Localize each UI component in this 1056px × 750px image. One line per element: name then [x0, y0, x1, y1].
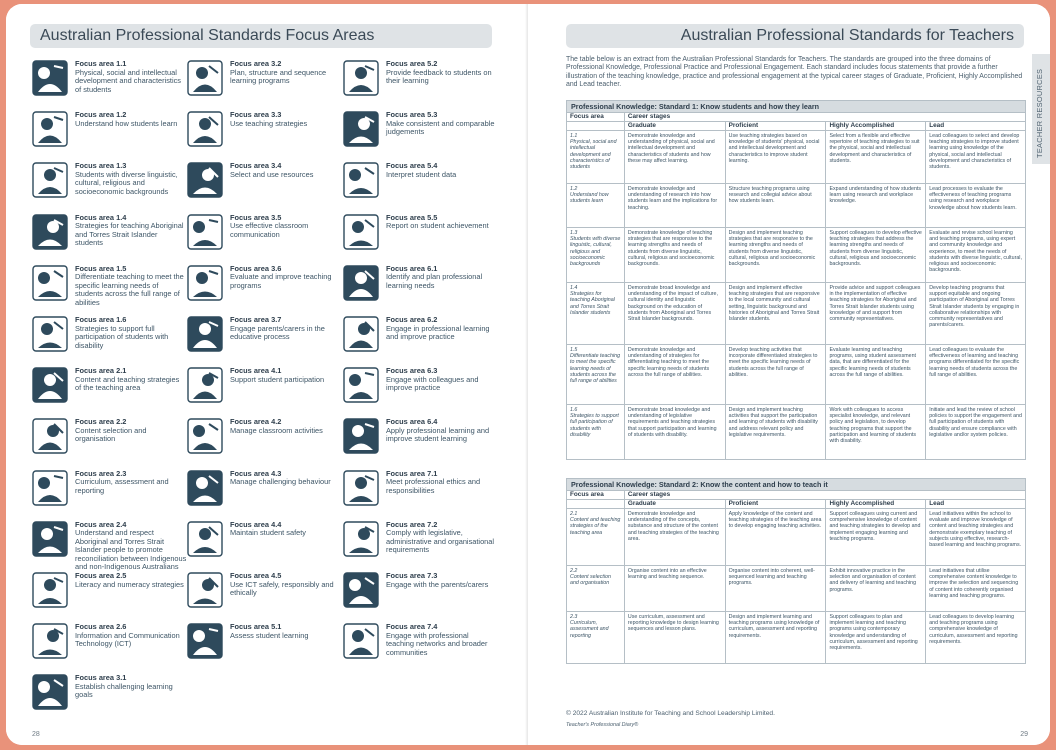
table-row: [566, 283, 1026, 345]
focus-area-item: [341, 56, 503, 106]
standard-heading: Professional Knowledge: Standard 1: Know students and how they learn: [566, 100, 1026, 113]
focus-area-text: [230, 111, 342, 128]
focus-area-title: Focus area 4.5: [230, 571, 282, 580]
focus-area-title: Focus area 2.3: [75, 468, 127, 478]
page-title: Australian Professional Standards Focus Areas: [30, 24, 492, 48]
page-number: 28: [32, 731, 40, 738]
focus-area-text: [386, 265, 498, 291]
cell-proficient: Design and implement teaching activities that support the participation and learning of students with disability and address relevant policy and legislative requirements.: [726, 405, 827, 460]
focus-area-cell: [567, 509, 625, 566]
focus-area-title: Focus area 3.3: [230, 110, 282, 120]
table-row: [566, 509, 1026, 566]
page-title: Australian Professional Standards for Teachers: [566, 24, 1024, 48]
focus-area-item: [341, 158, 503, 208]
wheelchair-icon: [30, 314, 70, 354]
focus-area-item: [30, 619, 192, 669]
cell-highly: Select from a flexible and effective repertoire of teaching strategies to suit the physical, social and intellectual development and characteristics of students.: [826, 131, 926, 184]
focus-area-number: 2.1: [570, 511, 578, 517]
focus-area-item: [341, 466, 503, 516]
signed-document-icon: [341, 519, 381, 559]
right-page: [528, 4, 1050, 745]
cell-proficient: Structure teaching programs using research and collegial advice about how students learn.: [726, 184, 827, 228]
focus-area-text: [75, 418, 187, 444]
focus-area-title: Focus area 6.3: [386, 366, 438, 376]
focus-area-description: Select and use resources: [230, 169, 314, 179]
focus-area-description: Use teaching strategies: [230, 118, 308, 128]
focus-area-text: [75, 265, 187, 308]
alphabet-blocks-icon: [30, 570, 70, 610]
focus-area-description: Report on student achievement: [386, 221, 489, 231]
cell-lead: Develop teaching programs that support equitable and ongoing participation of Aboriginal and Torres Strait Islander students by engaging in collaborative relationships with community representatives and parents/carers.: [926, 283, 1026, 345]
focus-area-description: Engage parents/carers in the educative process: [230, 323, 325, 341]
focus-area-text: [230, 162, 342, 179]
focus-area-title: Focus area 7.1: [386, 468, 438, 478]
focus-area-item: [341, 414, 503, 464]
handshake-icon: [30, 519, 70, 559]
col-blank: [567, 500, 625, 509]
focus-area-text: [230, 572, 342, 598]
focus-area-text: [386, 367, 498, 393]
focus-area-description: Manage classroom activities: [230, 425, 323, 435]
focus-area-title: Focus area 3.6: [230, 263, 282, 273]
focus-area-text: [230, 60, 342, 86]
focus-area-title: Focus area 7.3: [386, 571, 438, 580]
focus-area-item: [30, 312, 192, 362]
focus-area-text: [386, 60, 498, 86]
focus-area-description: Students with diverse linguistic, cultural, religious and socioeconomic backgrounds: [75, 169, 178, 196]
focus-area-cell: [567, 566, 625, 612]
col-career-stages: Career stages: [625, 491, 1026, 500]
focus-area-item: [30, 414, 192, 464]
cell-proficient: Organise content into coherent, well-sequenced learning and teaching programs.: [726, 566, 827, 612]
focus-area-title: Focus area 3.1: [75, 673, 127, 683]
focus-area-text: [75, 111, 187, 128]
student-group-icon: [30, 263, 70, 303]
focus-area-title: Focus area 5.1: [230, 622, 282, 632]
cell-lead: Lead initiatives that utilise comprehensive content knowledge to improve the selection and sequencing of content into coherently organised learning and teaching programs.: [926, 566, 1026, 612]
parents-icon: [185, 314, 225, 354]
cell-graduate: Demonstrate knowledge and understanding of research into how students learn and the implications for teaching.: [625, 184, 726, 228]
file-folders-icon: [30, 416, 70, 456]
focus-area-item: [30, 261, 192, 311]
focus-area-item: [341, 568, 503, 618]
focus-area-title: Focus area 7.2: [386, 519, 438, 529]
col-proficient: Proficient: [726, 500, 827, 509]
focus-area-text: [75, 367, 187, 393]
focus-area-title: Focus area 2.5: [75, 571, 127, 580]
focus-area-description: Establish challenging learning goals: [75, 681, 173, 700]
focus-area-item: [185, 261, 347, 311]
cell-graduate: Demonstrate knowledge and understanding of strategies for differentiating teaching to meet the specific learning needs of students across the full range of abilities.: [625, 345, 726, 405]
diverse-people-icon: [30, 160, 70, 200]
focus-area-title: Focus area 3.2: [230, 59, 282, 68]
focus-area-description: Differentiate teaching to meet the specific learning needs of students across the full range of abilities: [75, 272, 184, 307]
focus-area-number: 1.6: [570, 407, 578, 413]
focus-area-description: Maintain student safety: [230, 528, 307, 538]
focus-area-title: Focus area 4.1: [230, 366, 282, 376]
focus-area-description: Identify and plan professional learning needs: [386, 272, 483, 290]
focus-area-description: Make consistent and comparable judgements: [386, 118, 495, 137]
cell-graduate: Use curriculum, assessment and reporting knowledge to design learning sequences and lesson plans.: [625, 612, 726, 664]
focus-area-text: [386, 623, 498, 657]
focus-area-title: Focus area 5.2: [386, 59, 438, 68]
notebook-icon: [341, 314, 381, 354]
focus-area-description: Meet professional ethics and responsibilities: [386, 477, 481, 495]
col-proficient: Proficient: [726, 122, 827, 131]
focus-area-text: [75, 316, 187, 350]
focus-area-title: Content and teaching strategies of the teaching area: [570, 517, 621, 536]
focus-area-item: [185, 56, 347, 106]
cell-graduate: Demonstrate broad knowledge and understanding of legislative requirements and teaching strategies that support participation and learning of students with disability.: [625, 405, 726, 460]
focus-area-text: [75, 521, 187, 572]
focus-area-description: Content selection and organisation: [75, 425, 147, 444]
focus-area-description: Comply with legislative, administrative and organisational requirements: [386, 528, 495, 555]
focus-area-item: [185, 466, 347, 516]
focus-area-description: Engage in professional learning and improve practice: [386, 323, 490, 341]
focus-area-title: Focus area 5.5: [386, 212, 438, 222]
focus-area-item: [185, 517, 347, 567]
focus-area-title: Focus area 2.6: [75, 622, 127, 632]
focus-area-title: Focus area 1.6: [75, 315, 127, 324]
planning-desk-icon: [185, 58, 225, 98]
focus-area-description: Manage challenging behaviour: [230, 477, 331, 487]
focus-area-item: [341, 363, 503, 413]
col-graduate: Graduate: [625, 500, 726, 509]
focus-area-text: [386, 162, 498, 179]
col-highly-accomplished: Highly Accomplished: [826, 122, 926, 131]
helping-hand-icon: [185, 365, 225, 405]
focus-area-description: Physical, social and intellectual development and characteristics of students: [75, 67, 181, 94]
table-row: [566, 345, 1026, 405]
table-row: [566, 184, 1026, 228]
pen-writing-icon: [30, 468, 70, 508]
cell-highly: Work with colleagues to access specialist knowledge, and relevant policy and legislation, to develop teaching programs that support the participation and learning of students with disability.: [826, 405, 926, 460]
bookshelf-icon: [185, 160, 225, 200]
family-icon: [341, 570, 381, 610]
standard-1-table: [566, 100, 1026, 460]
focus-area-title: Focus area 2.2: [75, 417, 127, 427]
cell-lead: Lead colleagues to develop learning and teaching programs using comprehensive knowledge of curriculum, assessment and reporting requirements.: [926, 612, 1026, 664]
side-tab-label: TEACHER RESOURCES: [1035, 68, 1044, 158]
focus-area-item: [185, 312, 347, 362]
focus-area-title: Students with diverse linguistic, cultural, religious and socioeconomic backgrounds: [570, 236, 621, 268]
bar-chart-icon: [341, 160, 381, 200]
focus-area-item: [30, 670, 192, 720]
focus-area-cell: [567, 131, 625, 184]
col-highly-accomplished: Highly Accomplished: [826, 500, 926, 509]
cell-highly: Evaluate learning and teaching programs, using student assessment data, that are differentiated for the specific learning needs of students across the full range of abilities.: [826, 345, 926, 405]
focus-area-text: [386, 521, 498, 555]
focus-area-item: [341, 312, 503, 362]
focus-area-item: [185, 107, 347, 157]
focus-area-item: [185, 158, 347, 208]
focus-area-item: [185, 414, 347, 464]
cell-graduate: Demonstrate knowledge and understanding of the concepts, substance and structure of the content and teaching strategies of the teaching area.: [625, 509, 726, 566]
focus-area-cell: [567, 345, 625, 405]
focus-area-description: Strategies to support full participation of students with disability: [75, 323, 169, 350]
cell-lead: Initiate and lead the review of school policies to support the engagement and full participation of students with disability and ensure compliance with legislative and/or system policies.: [926, 405, 1026, 460]
focus-area-title: Focus area 4.3: [230, 468, 282, 478]
focus-area-title: Focus area 6.4: [386, 417, 438, 427]
focus-area-description: Information and Communication Technology (ICT): [75, 630, 180, 649]
focus-area-item: [30, 158, 192, 208]
focus-area-number: 2.2: [570, 568, 578, 574]
cell-highly: Support colleagues to plan and implement learning and teaching programs using contemporary knowledge and understanding of curriculum, assessment and reporting requirements.: [826, 612, 926, 664]
focus-area-text: [75, 162, 187, 196]
focus-area-item: [341, 107, 503, 157]
cell-graduate: Demonstrate broad knowledge and understanding of the impact of culture, cultural identity and linguistic background on the education of students from Aboriginal and Torres Strait Islander backgrounds.: [625, 283, 726, 345]
balance-scale-icon: [341, 109, 381, 149]
focus-area-text: [386, 214, 498, 231]
focus-area-cell: [567, 612, 625, 664]
focus-area-title: Focus area 4.2: [230, 417, 282, 427]
cell-highly: Expand understanding of how students learn using research and workplace knowledge.: [826, 184, 926, 228]
cell-proficient: Use teaching strategies based on knowledge of students' physical, social and intellectual development and characteristics to improve student learning.: [726, 131, 827, 184]
robot-icon: [30, 621, 70, 661]
focus-area-item: [185, 568, 347, 618]
focus-area-description: Content and teaching strategies of the teaching area: [75, 374, 180, 393]
focus-area-text: [230, 214, 342, 240]
focus-area-text: [386, 470, 498, 496]
focus-area-title: Curriculum, assessment and reporting: [570, 620, 609, 639]
focus-area-description: Engage with professional teaching networks and broader communities: [386, 630, 488, 657]
raised-hands-icon: [30, 212, 70, 252]
focus-area-description: Interpret student data: [386, 169, 457, 179]
laptop-user-icon: [185, 570, 225, 610]
focus-area-title: Differentiate teaching to meet the specific learning needs of students across the full range of abilities: [570, 353, 621, 385]
cell-lead: Lead initiatives within the school to evaluate and improve knowledge of content and teaching strategies and demonstrate exemplary teaching of subjects using effective, research-based learning and teaching programs.: [926, 509, 1026, 566]
focus-area-text: [230, 418, 342, 435]
focus-area-description: Use effective classroom communication: [230, 221, 309, 239]
col-career-stages: Career stages: [625, 113, 1026, 122]
table-row: [566, 131, 1026, 184]
focus-area-description: Evaluate and improve teaching programs: [230, 272, 332, 290]
focus-area-description: Plan, structure and sequence learning programs: [230, 67, 327, 85]
focus-area-description: Strategies for teaching Aboriginal and Torres Strait Islander students: [75, 221, 184, 248]
cell-graduate: Demonstrate knowledge of teaching strategies that are responsive to the learning strengths and needs of students from diverse linguistic, cultural, religious and socioeconomic backgrounds.: [625, 228, 726, 283]
colleagues-icon: [341, 365, 381, 405]
focus-area-title: Focus area 1.1: [75, 59, 127, 68]
focus-area-text: [230, 367, 342, 384]
focus-area-title: Focus area 3.5: [230, 212, 282, 222]
cell-highly: Exhibit innovative practice in the selection and organisation of content and delivery of learning and teaching programs.: [826, 566, 926, 612]
target-icon: [341, 468, 381, 508]
focus-area-item: [30, 107, 192, 157]
focus-area-item: [30, 363, 192, 413]
focus-area-text: [230, 316, 342, 342]
table-row: [566, 566, 1026, 612]
focus-area-text: [75, 214, 187, 248]
diary-footer: Teacher's Professional Diary®: [566, 722, 639, 728]
focus-area-number: 1.1: [570, 133, 578, 139]
focus-area-title: Focus area 2.4: [75, 519, 127, 529]
cell-highly: Support colleagues using current and comprehensive knowledge of content and teaching strategies to develop and implement engaging learning and teaching programs.: [826, 509, 926, 566]
focus-area-item: [185, 619, 347, 669]
focus-area-text: [75, 572, 187, 589]
focus-area-number: 1.5: [570, 347, 578, 353]
focus-area-title: Focus area 2.1: [75, 366, 127, 376]
megaphone-icon: [341, 58, 381, 98]
focus-area-item: [30, 568, 192, 618]
header-row-1: [566, 491, 1026, 500]
magnifier-icon: [341, 263, 381, 303]
angry-face-icon: [185, 468, 225, 508]
cell-lead: Lead processes to evaluate the effectiveness of teaching programs using research and workplace knowledge about how students learn.: [926, 184, 1026, 228]
focus-area-text: [230, 623, 342, 640]
brain-icon: [30, 109, 70, 149]
col-graduate: Graduate: [625, 122, 726, 131]
standard-2-table: [566, 478, 1026, 664]
focus-area-text: [386, 418, 498, 444]
cell-highly: Support colleagues to develop effective teaching strategies that address the learning strengths and needs of students from diverse linguistic, cultural, religious and socioeconomic backgrounds.: [826, 228, 926, 283]
focus-area-item: [341, 261, 503, 311]
cell-graduate: Organise content into an effective learning and teaching sequence.: [625, 566, 726, 612]
focus-area-description: Literacy and numeracy strategies: [75, 579, 184, 589]
safety-bandage-icon: [185, 519, 225, 559]
focus-area-title: Focus area 6.1: [386, 263, 438, 273]
cell-lead: Lead colleagues to evaluate the effectiveness of learning and teaching programs differentiated for the specific learning needs of students across the full range of abilities.: [926, 345, 1026, 405]
focus-area-item: [30, 517, 192, 572]
focus-area-item: [30, 466, 192, 516]
table-row: [566, 405, 1026, 460]
focus-area-cell: [567, 184, 625, 228]
cell-proficient: Design and implement learning and teaching programs using knowledge of curriculum, assessment and reporting requirements.: [726, 612, 827, 664]
col-focus-area: Focus area: [567, 113, 625, 122]
focus-area-title: Content selection and organisation: [570, 574, 611, 587]
focus-area-text: [75, 60, 187, 94]
thinking-person-icon: [185, 263, 225, 303]
whistle-icon: [185, 416, 225, 456]
focus-area-title: Focus area 3.4: [230, 161, 282, 171]
cell-proficient: Apply knowledge of the content and teaching strategies of the teaching area to develop engaging teaching activities.: [726, 509, 827, 566]
focus-area-cell: [567, 405, 625, 460]
focus-area-item: [30, 210, 192, 260]
focus-area-title: Focus area 5.3: [386, 110, 438, 120]
focus-area-number: 2.3: [570, 614, 578, 620]
focus-area-number: 1.4: [570, 285, 578, 291]
col-lead: Lead: [926, 122, 1026, 131]
focus-area-title: Focus area 1.5: [75, 263, 127, 273]
focus-area-title: Focus area 3.7: [230, 315, 282, 324]
focus-area-title: Focus area 7.4: [386, 622, 438, 632]
focus-area-description: Understand how students learn: [75, 118, 178, 128]
focus-area-cell: [567, 228, 625, 283]
focus-area-description: Engage with colleagues and improve practice: [386, 374, 479, 393]
cell-proficient: Design and implement teaching strategies that are responsive to the learning strengths and needs of students from diverse linguistic, cultural, religious and socioeconomic backgrounds.: [726, 228, 827, 283]
focus-area-description: Apply professional learning and improve student learning: [386, 425, 490, 444]
header-row-1: [566, 113, 1026, 122]
book-spread: [6, 4, 1050, 745]
focus-area-text: [230, 265, 342, 291]
chess-icon: [185, 109, 225, 149]
cell-highly: Provide advice and support colleagues in the implementation of effective teaching strategies for Aboriginal and Torres Strait Islander students using knowledge of and support from community representatives.: [826, 283, 926, 345]
focus-area-description: Provide feedback to students on their learning: [386, 67, 492, 85]
col-lead: Lead: [926, 500, 1026, 509]
focus-area-text: [75, 470, 187, 496]
header-row-2: [566, 122, 1026, 131]
focus-area-text: [75, 674, 187, 700]
col-blank: [567, 122, 625, 131]
focus-area-description: Support student participation: [230, 374, 325, 384]
focus-area-description: Assess student learning: [230, 630, 309, 640]
table-row: [566, 612, 1026, 664]
focus-area-item: [341, 517, 503, 567]
focus-area-text: [386, 111, 498, 137]
cell-proficient: Develop teaching activities that incorporate differentiated strategies to meet the specific learning needs of students across the full range of abilities.: [726, 345, 827, 405]
table-row: [566, 228, 1026, 283]
focus-area-number: 1.3: [570, 230, 578, 236]
focus-area-title: Focus area 1.4: [75, 212, 127, 222]
focus-area-description: Curriculum, assessment and reporting: [75, 477, 169, 495]
intro-paragraph: The table below is an extract from the Australian Professional Standards for Teachers. The standards are grouped into the three domains of Professional Knowledge, Professional Practice and Professional Engagement. Each standard includes focus statements that provide a further illustration of the teaching knowledge, practice and professional engagement at the typical career stages of Graduate, Proficient, Highly Accomplished and Lead teacher.: [566, 56, 1023, 88]
focus-area-title: Understand how students learn: [570, 192, 609, 205]
side-tab: [1032, 54, 1050, 164]
focus-area-title: Focus area 1.3: [75, 161, 127, 171]
focus-area-title: Strategies to support full participation of students with disability: [570, 413, 619, 438]
focus-area-title: Physical, social and intellectual development and characteristics of students: [570, 139, 617, 171]
cell-lead: Evaluate and revise school learning and teaching programs, using expert and community knowledge and experience, to meet the needs of students with diverse linguistic, cultural, religious and socioeconomic backgrounds.: [926, 228, 1026, 283]
focus-area-description: Engage with the parents/carers: [386, 579, 489, 589]
focus-area-number: 1.2: [570, 186, 578, 192]
focus-area-description: Understand and respect Aboriginal and Torres Strait Islander people to promote reconciliation between Indigenous and non-Indigenous Australians: [75, 528, 187, 572]
puzzle-icon: [341, 621, 381, 661]
focus-area-title: Focus area 1.2: [75, 110, 127, 120]
focus-area-title: Focus area 6.2: [386, 315, 438, 324]
focus-area-item: [185, 363, 347, 413]
speaking-teacher-icon: [185, 212, 225, 252]
report-reader-icon: [341, 212, 381, 252]
focus-area-title: Focus area 4.4: [230, 519, 282, 529]
focus-area-item: [30, 56, 192, 106]
col-focus-area: Focus area: [567, 491, 625, 500]
header-row-2: [566, 500, 1026, 509]
focus-area-text: [386, 572, 498, 589]
focus-area-item: [341, 619, 503, 669]
focus-area-title: Focus area 5.4: [386, 161, 438, 171]
focus-area-cell: [567, 283, 625, 345]
page-number: 29: [1020, 731, 1028, 738]
standard-heading: Professional Knowledge: Standard 2: Know the content and how to teach it: [566, 478, 1026, 491]
left-page: [6, 4, 528, 745]
focus-area-text: [386, 316, 498, 342]
climber-icon: [30, 672, 70, 712]
focus-area-text: [230, 470, 342, 487]
focus-area-text: [75, 623, 187, 649]
focus-area-description: Use ICT safely, responsibly and ethically: [230, 579, 334, 597]
focus-area-item: [341, 210, 503, 260]
teacher-board-icon: [30, 365, 70, 405]
focus-area-item: [185, 210, 347, 260]
focus-area-text: [230, 521, 342, 538]
cell-lead: Lead colleagues to select and develop teaching strategies to improve student learning using knowledge of the physical, social and intellectual development and characteristics of students.: [926, 131, 1026, 184]
cell-graduate: Demonstrate knowledge and understanding of physical, social and intellectual development and characteristics of students and how these may affect learning.: [625, 131, 726, 184]
medal-icon: [341, 416, 381, 456]
cell-proficient: Design and implement effective teaching strategies that are responsive to the local community and cultural setting, linguistic background and histories of Aboriginal and Torres Strait Islander students.: [726, 283, 827, 345]
focus-area-title: Strategies for teaching Aboriginal and Torres Strait Islander students: [570, 291, 615, 316]
lightbulb-head-icon: [30, 58, 70, 98]
clipboard-graph-icon: [185, 621, 225, 661]
copyright: © 2022 Australian Institute for Teaching and School Leadership Limited.: [566, 710, 775, 717]
